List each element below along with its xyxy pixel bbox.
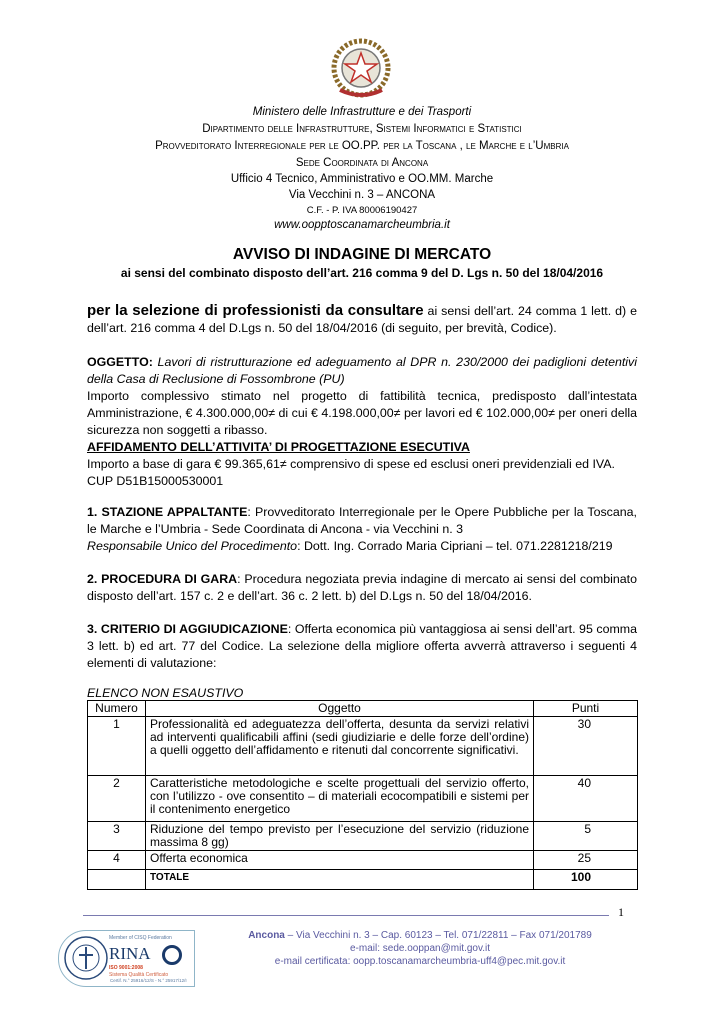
header-punti: Punti (534, 701, 638, 717)
iso-label: ISO 9001:2008 (109, 965, 143, 971)
row-description: Offerta economica (146, 851, 534, 870)
row-points: 25 (534, 851, 638, 870)
table-row (88, 717, 638, 776)
rina-brand: RINA (109, 944, 151, 963)
rina-seal-icon (63, 935, 109, 981)
table-row (88, 776, 638, 822)
s2-text: : Procedura negoziata previa indagine di mercato ai sensi del combinato disposto dell’art. 157 c. 2 e dell’art. 36 c. 2 lett. b) del D.Lgs n. 50 del 18/04/2016. (87, 572, 637, 603)
s3-text: : Offerta economica più vantaggiosa ai sensi dell’art. 95 comma 3 lett. b) ed art. 77 del Codice. La selezione della migliore offerta avverrà attraverso i seguenti 4 elementi di valutazione: (87, 622, 637, 670)
importo-base: Importo a base di gara € 99.365,61≠ comprensivo di spese ed esclusi oneri previdenziali ed IVA. (87, 457, 615, 471)
sede-name: Sede Coordinata di Ancona (295, 157, 429, 169)
table-row (88, 851, 638, 870)
section-criterio (87, 621, 637, 672)
row-number: 2 (88, 776, 146, 822)
footer-city: Ancona (248, 930, 285, 941)
row-points: 40 (534, 776, 638, 822)
page-number: 1 (618, 905, 624, 919)
rup-text: : Dott. Ing. Corrado Maria Cipriani – tel. 071.2281218/219 (297, 539, 613, 553)
row-description: Riduzione del tempo previsto per l’esecuzione del servizio (riduzione massima 8 gg) (146, 822, 534, 851)
section-procedura (87, 571, 637, 605)
s1-text: : Provveditorato Interregionale per le Opere Pubbliche per la Toscana, le Marche e l’Umbria - Sede Coordinata di Ancona - via Vecchini n. 3 (87, 505, 637, 536)
footer-address (220, 929, 620, 942)
oggetto-description: Lavori di ristrutturazione ed adeguamento al DPR n. 230/2000 dei padiglioni detentivi della Casa di Reclusione di Fossombrone (PU) (87, 355, 637, 386)
row-description: Professionalità ed adeguatezza dell’offerta, desunta da servizi relativi ad interventi qualificabili affini (sedi giudiziarie e delle forze dell’ordine) a quelli oggetto dell’affidamento e ritenuti dal concorrente significativi. (146, 717, 534, 776)
intro-bold: per la selezione di professionisti da consultare (87, 302, 424, 319)
oggetto-section (87, 354, 637, 490)
document-title: AVVISO DI INDAGINE DI MERCATO (232, 246, 492, 263)
header-address: Via Vecchini n. 3 – ANCONA (288, 189, 436, 201)
intro-text: ai sensi dell’art. 24 comma 1 lett. d) e dell’art. 216 comma 4 del D.Lgs n. 50 del 18/04/2016 (di seguito, per brevità, Codice). (87, 304, 637, 335)
table-total-row (88, 870, 638, 890)
footer-pec[interactable]: e-mail certificata: oopp.toscanamarcheumbria-uff4@pec.mit.gov.it (274, 956, 566, 967)
affidamento-heading: AFFIDAMENTO DELL’ATTIVITA’ DI PROGETTAZIONE ESECUTIVA (87, 440, 470, 454)
row-points: 30 (534, 717, 638, 776)
cert-number: Certif. N.° 25916/12/S - N.° 25917/12/I (110, 978, 187, 983)
header-numero: Numero (88, 701, 146, 717)
table-header-row (88, 701, 638, 717)
row-number: 1 (88, 717, 146, 776)
section-stazione-appaltante (87, 504, 637, 555)
s1-label: 1. STAZIONE APPALTANTE (87, 505, 248, 519)
document-subtitle: ai sensi del combinato disposto dell’art. 216 comma 9 del D. Lgs n. 50 del 18/04/2016 (120, 266, 604, 280)
cup-code: CUP D51B15000530001 (87, 474, 224, 488)
intro-paragraph (87, 302, 637, 337)
header-cf: C.F. - P. IVA 80006190427 (306, 205, 418, 216)
ufficio-name: Ufficio 4 Tecnico, Amministrativo e OO.MM. Marche (230, 173, 494, 185)
row-number: 3 (88, 822, 146, 851)
oggetto-importo: Importo complessivo stimato nel progetto di fattibilità tecnica, predisposto dall’intestata Amministrazione, € 4.300.000,00≠ di cui € 4.198.000,00≠ per lavori ed € 102.000,00≠ per oneri della sicurezza non soggetti a ribasso. (87, 389, 637, 437)
s3-label: 3. CRITERIO DI AGGIUDICAZIONE (87, 622, 288, 636)
italian-emblem-icon (330, 36, 392, 102)
provveditorato-name: Provveditorato Interregionale per le OO.PP. per la Toscana , le Marche e l’Umbria (155, 140, 569, 152)
total-points: 100 (534, 870, 638, 890)
header-website[interactable]: www.oopptoscanamarcheumbria.it (274, 219, 450, 231)
footer-divider (83, 915, 609, 916)
total-label: TOTALE (146, 870, 534, 890)
row-points: 5 (534, 822, 638, 851)
department-name: Dipartimento delle Infrastrutture, Sistemi Informatici e Statistici (202, 123, 522, 135)
header-oggetto: Oggetto (146, 701, 534, 717)
row-number: 4 (88, 851, 146, 870)
rup-label: Responsabile Unico del Procedimento (87, 539, 298, 553)
table-caption: ELENCO NON ESAUSTIVO (87, 686, 244, 700)
s2-label: 2. PROCEDURA DI GARA (87, 572, 238, 586)
oggetto-label: OGGETTO: (87, 355, 153, 369)
evaluation-table (87, 700, 638, 890)
row-description: Caratteristiche metodologiche e scelte progettuali del servizio offerto, con l’utilizzo - ove consentito – di materiali ecocompatibili e sistemi per il contenimento energetico (146, 776, 534, 822)
ministry-name: Ministero delle Infrastrutture e dei Trasporti (252, 106, 472, 118)
table-row (88, 822, 638, 851)
footer-email[interactable]: e-mail: sede.ooppan@mit.gov.it (349, 943, 491, 954)
total-empty-cell (88, 870, 146, 890)
quality-label: Sistema Qualità Certificato (109, 972, 169, 978)
footer-address-text: – Via Vecchini n. 3 – Cap. 60123 – Tel. 071/22811 – Fax 071/201789 (284, 930, 592, 941)
cisq-member: Member of CISQ Federation (109, 935, 172, 941)
iqnet-badge-icon (162, 945, 182, 965)
